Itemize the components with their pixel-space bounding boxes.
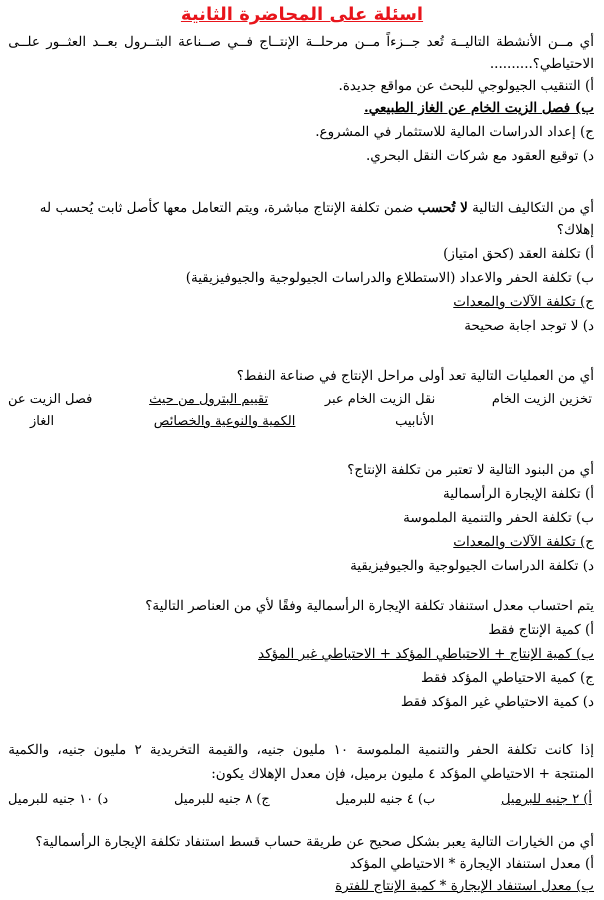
word: مرحلــة [305,34,349,50]
word: مــن [354,34,381,50]
q2-line1 [8,200,594,216]
word: فــي [227,34,253,50]
word: جنيه، [57,742,86,758]
word: والتنمية [417,742,460,758]
q4-question: أي من البنود التالية لا تعتبر من تكلفة الإنتاج؟ [347,462,594,478]
word: أي [579,34,594,50]
word: الأنشطة [496,34,542,50]
q6-option-d: د) ١٠ جنيه للبرميل [8,792,109,807]
q1-option-c: ج) إعداد الدراسات المالية للاستثمار في المشروع. [315,124,594,140]
word: ١٠ [333,742,349,758]
q6-option-b: ب) ٤ جنيه للبرميل [335,792,436,807]
q3-option-c: تقييم البترول من حيث [149,392,269,407]
q3-options-row2 [30,414,434,429]
q5-option-d: د) كمية الاحتياطي غير المؤكد فقط [400,694,594,710]
q7-option-b: ب) معدل استنفاد الإيجارة * كمية الإنتاج للفترة [335,878,594,894]
word: ٢ [134,742,142,758]
word: والقيمة [208,742,249,758]
word: الحفر [467,742,499,758]
word: مليون [93,742,127,758]
word: الملموسة [356,742,410,758]
q1-line2: الاحتياطي؟.......... [489,56,594,72]
q4-option-b: ب) تكلفة الحفر والتنمية الملموسة [403,510,594,526]
q4-option-c: ج) تكلفة الآلات والمعدات [453,534,594,550]
word: صــناعة [178,34,221,50]
word: علــى [8,34,40,50]
q3-option-b: نقل الزيت الخام عبر [324,392,436,407]
q3-option-d-cont: الغاز [30,414,55,429]
word: والكمية [8,742,50,758]
q1-option-b: ب) فصل الزيت الخام عن الغاز الطبيعي. [364,100,594,116]
q6-line2: المنتجة + الاحتياطي المؤكد ٤ مليون برميل، فإن معدل الإهلاك يكون: [211,766,594,782]
q2-text-a: أي من التكاليف التالية [467,200,594,216]
word: كانت [544,742,573,758]
word: مليون [292,742,326,758]
page-title: اسئلة على المحاضرة الثانية [180,4,424,25]
word: مــن [547,34,574,50]
q1-option-d: د) توقيع العقود مع شركات النقل البحري. [365,148,594,164]
q3-options-row1 [8,392,592,407]
q5-option-a: أ) كمية الإنتاج فقط [488,622,594,638]
q6-line1 [8,742,594,758]
word: جنيه، [256,742,285,758]
q4-option-a: أ) تكلفة الإيجارة الرأسمالية [443,486,594,502]
word: تكلفة [506,742,537,758]
q2-option-c: ج) تكلفة الآلات والمعدات [453,294,594,310]
q4-option-d: د) تكلفة الدراسات الجيولوجية والجيوفيزيقية [350,558,594,574]
word: بعــد [92,34,118,50]
q5-option-c: ج) كمية الاحتياطي المؤكد فقط [421,670,594,686]
q2-line2: إهلاك؟ [556,222,594,238]
q3-option-b-cont: الأنابيب [395,414,434,429]
q3-option-d: فصل الزيت عن [8,392,93,407]
q6-option-c: ج) ٨ جنيه للبرميل [173,792,270,807]
q2-option-b: ب) تكلفة الحفر والاعداد (الاستطلاع والدراسات الجيولوجية والجيوفيزيقية) [185,270,594,286]
q5-option-b: ب) كمية الإنتاج + الاحتياطي المؤكد + الاحتياطي غير المؤكد [258,646,594,662]
q7-option-a: أ) معدل استنفاد الإيجارة * الاحتياطي المؤكد [349,856,594,872]
q2-option-a: أ) تكلفة العقد (كحق امتياز) [443,246,594,262]
q2-option-d: د) لا توجد اجابة صحيحة [464,318,594,334]
word: البتــرول [124,34,172,50]
word: التخريدية [149,742,200,758]
q3-option-c-cont: الكمية والنوعية والخصائص [153,414,296,429]
q5-question: يتم احتساب معدل استنفاد تكلفة الإيجارة الرأسمالية وفقًا لأي من العناصر التالية؟ [145,598,594,614]
q2-text-emphasis: لا تُحسب [417,200,468,216]
word: التاليــة [450,34,490,50]
q7-question: أي من الخيارات التالية يعبر بشكل صحيح عن طريقة حساب قسط استنفاد تكلفة الإيجارة الرأسمالية؟ [35,834,594,850]
word: تُعد [426,34,444,50]
word: الإنتــاج [259,34,300,50]
q6-options-row [8,792,592,807]
q2-text-c: ضمن تكلفة الإنتاج مباشرة، ويتم التعامل معها كأصل ثابت يُحسب له [39,200,418,216]
q3-option-a: تخزين الزيت الخام [491,392,592,407]
q1-option-a: أ) التنقيب الجيولوجي للبحث عن مواقع جديدة. [338,78,594,94]
q6-option-a: أ) ٢ جنيه للبرميل [500,792,592,807]
word: جــزءاً [386,34,421,50]
q1-line1 [8,34,594,50]
word: إذا [580,742,594,758]
word: العثــور [46,34,87,50]
q3-question: أي من العمليات التالية تعد أولى مراحل الإنتاج في صناعة النفط؟ [236,368,594,384]
